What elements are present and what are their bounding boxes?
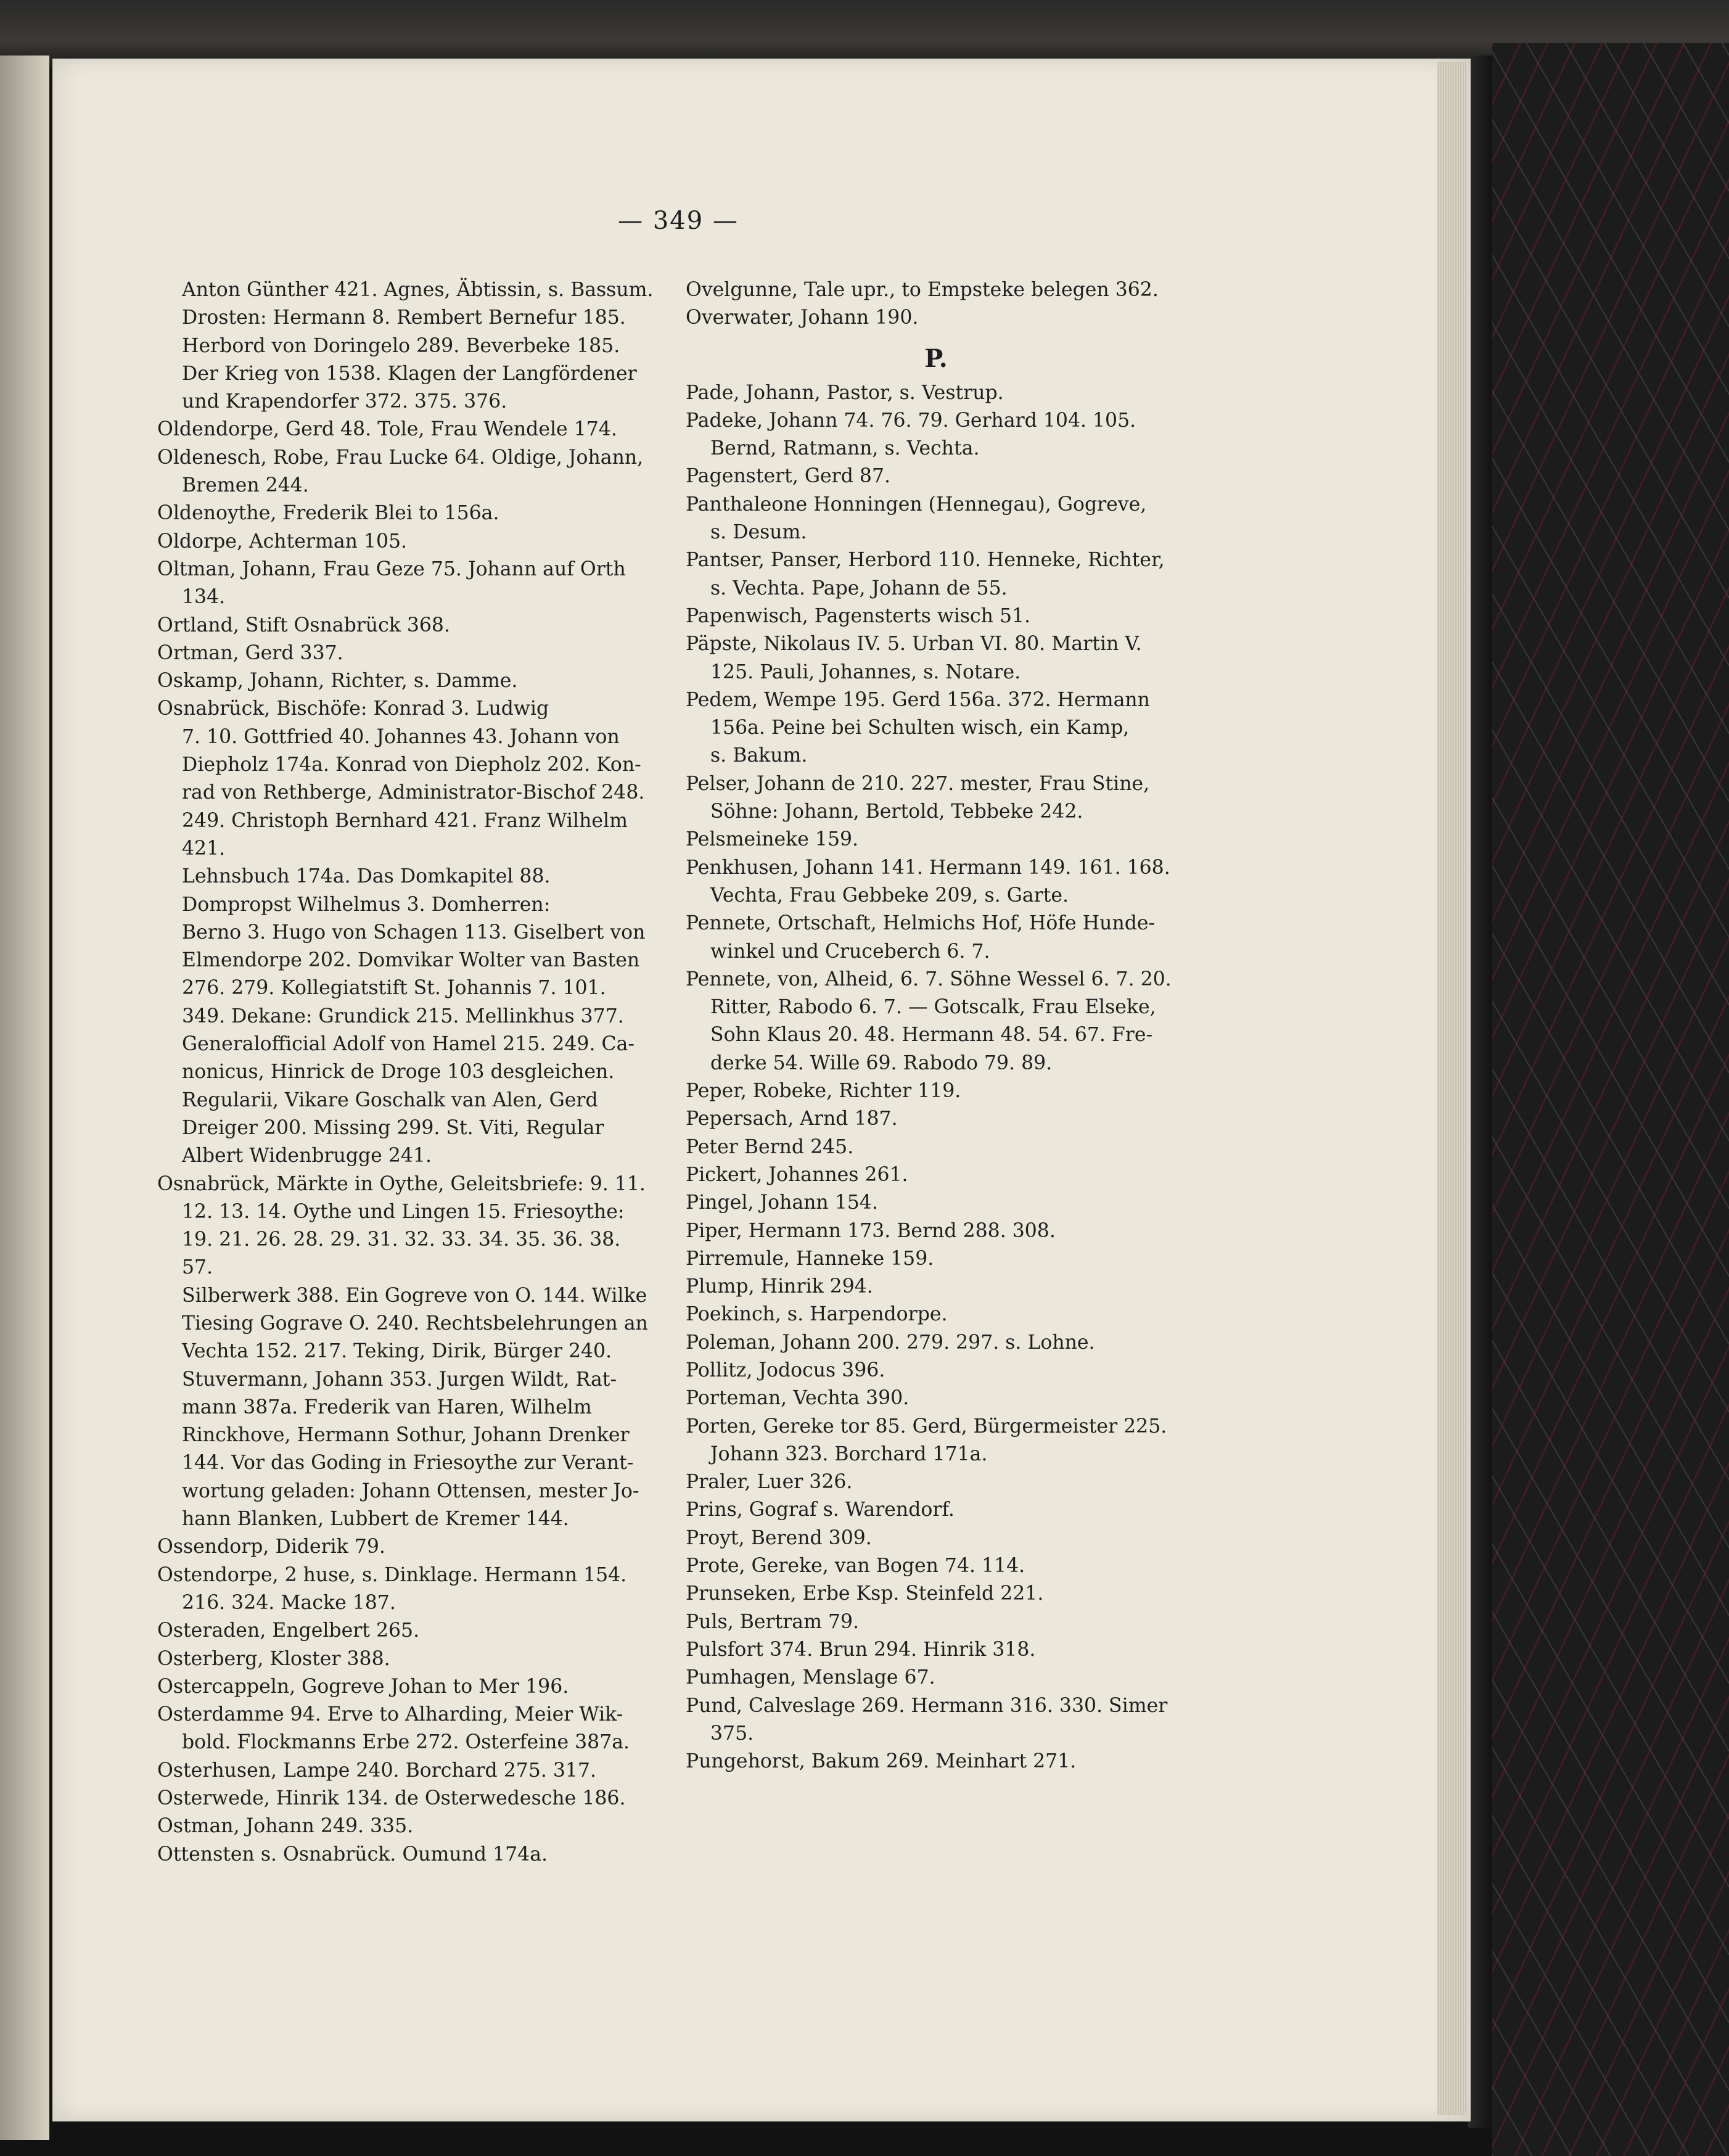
index-entry: Poleman, Johann 200. 279. 297. s. Lohne.	[686, 1331, 1095, 1354]
index-entry: Panthaleone Honningen (Hennegau), Gogreve, s. Desum.	[686, 493, 1147, 544]
section-letter-heading: P.	[924, 344, 948, 373]
index-entry: Pumhagen, Menslage 67.	[686, 1666, 935, 1689]
index-entry: Plump, Hinrik 294.	[686, 1275, 873, 1298]
index-entry: Pickert, Johannes 261.	[686, 1163, 908, 1186]
index-entry: Pulsfort 374. Brun 294. Hinrik 318.	[686, 1638, 1036, 1661]
index-entry: Osnabrück, Märkte in Oythe, Geleitsbriefe: 9. 11. 12. 13. 14. Oythe und Lingen 15. Friesoythe: 19. 21. 26. 28. 29. 31. 32. 33. 34. 35. 36. 38. 57. Silberwerk 388. Ein Gogreve von O. 144. Wilke Tiesing Gograve O. 240. Rechtsbelehrungen an Vechta 152. 217. Teking, Dirik, Bürger 240. Stuvermann, Johann 353. Jurgen Wildt, Rat- mann 387a. Frederik van Haren, Wilhelm Rinckhove, Hermann Sothur, Johann Drenker 144. Vor das Goding in Friesoythe zur Verant- wortung geladen: Johann Ottensen, mester Jo- hann Blanken, Lubbert de Kremer 144.	[157, 1172, 648, 1531]
index-entry: Osterwede, Hinrik 134. de Osterwedesche 186.	[157, 1787, 626, 1810]
index-entry: Padeke, Johann 74. 76. 79. Gerhard 104. 105. Bernd, Ratmann, s. Vechta.	[686, 409, 1136, 460]
index-entry: Osterhusen, Lampe 240. Borchard 275. 317.	[157, 1759, 596, 1782]
index-entry: Pedem, Wempe 195. Gerd 156a. 372. Hermann 156a. Peine bei Schulten wisch, ein Kamp, s. Bakum.	[686, 688, 1150, 767]
index-entry: Pingel, Johann 154.	[686, 1191, 878, 1214]
index-entry: Oltman, Johann, Frau Geze 75. Johann auf Orth 134.	[157, 558, 626, 609]
index-entry: Porteman, Vechta 390.	[686, 1387, 910, 1410]
index-entry: Ortman, Gerd 337.	[157, 641, 343, 664]
index-entry: Osterdamme 94. Erve to Alharding, Meier Wik- bold. Flockmanns Erbe 272. Osterfeine 387a.	[157, 1703, 630, 1754]
index-entry: Ossendorp, Diderik 79.	[157, 1536, 385, 1558]
index-entry: Papenwisch, Pagensterts wisch 51.	[686, 604, 1031, 627]
index-entry: Pennete, Ortschaft, Helmichs Hof, Höfe Hunde- winkel und Cruceberch 6. 7.	[686, 912, 1156, 963]
index-entry: Peper, Robeke, Richter 119.	[686, 1080, 961, 1103]
index-entry: Ovelgunne, Tale upr., to Empsteke belegen 362.	[686, 279, 1159, 301]
index-entry: Ostercappeln, Gogreve Johan to Mer 196.	[157, 1675, 569, 1698]
index-entry: Proyt, Berend 309.	[686, 1526, 872, 1549]
index-entry: Porten, Gereke tor 85. Gerd, Bürgermeister 225. Johann 323. Borchard 171a.	[686, 1415, 1167, 1465]
index-entry: Poekinch, s. Harpendorpe.	[686, 1303, 948, 1326]
index-entry: Osteraden, Engelbert 265.	[157, 1619, 420, 1642]
index-entry: Osnabrück, Bischöfe: Konrad 3. Ludwig 7. 10. Gottfried 40. Johannes 43. Johann von Diepholz 174a. Konrad von Diepholz 202. Kon- rad von Rethberge, Administrator-Bischof 248. 249. Christoph Bernhard 421. Franz Wilhelm 421. Lehnsbuch 174a. Das Domkapitel 88. Dompropst Wilhelmus 3. Domherren: Berno 3. Hugo von Schagen 113. Giselbert von Elmendorpe 202. Domvikar Wolter van Basten 276. 279. Kollegiatstift St. Johannis 7. 101. 349. Dekane: Grundick 215. Mellinkhus 377. Generalofficial Adolf von Hamel 215. 249. Ca- nonicus, Hinrick de Droge 103 desgleichen. Regularii, Vikare Goschalk van Alen, Gerd Dreiger 200. Missing 299. St. Viti, Regular Albert Widenbrugge 241.	[157, 697, 646, 1167]
index-entry: Päpste, Nikolaus IV. 5. Urban VI. 80. Martin V. 125. Pauli, Johannes, s. Notare.	[686, 633, 1142, 683]
index-entry: Puls, Bertram 79.	[686, 1610, 860, 1633]
index-entry: Pungehorst, Bakum 269. Meinhart 271.	[686, 1750, 1077, 1773]
cover-edge	[1468, 56, 1492, 2128]
index-entry: Peter Bernd 245.	[686, 1135, 854, 1158]
facing-page-edge	[0, 56, 49, 2140]
index-entry: Oldendorpe, Gerd 48. Tole, Frau Wendele 174.	[157, 418, 617, 441]
index-entry: Oldorpe, Achterman 105.	[157, 530, 408, 553]
index-entry: Oskamp, Johann, Richter, s. Damme.	[157, 670, 518, 693]
index-entry: Oldenesch, Robe, Frau Lucke 64. Oldige, Johann, Bremen 244.	[157, 446, 644, 497]
page-number: — 349 —	[618, 207, 739, 235]
index-entry: Oldenoythe, Frederik Blei to 156a.	[157, 502, 499, 525]
index-entry: Pirremule, Hanneke 159.	[686, 1247, 934, 1270]
index-entry: Pantser, Panser, Herbord 110. Henneke, Richter, s. Vechta. Pape, Johann de 55.	[686, 549, 1165, 599]
index-entry: Anton Günther 421. Agnes, Äbtissin, s. Bassum. Drosten: Hermann 8. Rembert Bernefur 185. Herbord von Doringelo 289. Beverbeke 185. Der Krieg von 1538. Klagen der Langfördener und Krapendorfer 372. 375. 376.	[182, 279, 654, 413]
index-entry: Pelsmeineke 159.	[686, 828, 859, 851]
marbled-cover	[1492, 43, 1729, 2156]
index-entry: Ostendorpe, 2 huse, s. Dinklage. Hermann 154. 216. 324. Macke 187.	[157, 1563, 627, 1614]
index-entry: Pelser, Johann de 210. 227. mester, Frau Stine, Söhne: Johann, Bertold, Tebbeke 242.	[686, 772, 1150, 823]
page-stack-edge	[1437, 62, 1468, 2115]
index-entry: Pade, Johann, Pastor, s. Vestrup.	[686, 381, 1004, 404]
index-entry: Pagenstert, Gerd 87.	[686, 465, 890, 488]
index-entry: Prunseken, Erbe Ksp. Steinfeld 221.	[686, 1582, 1044, 1605]
index-entry: Overwater, Johann 190.	[686, 307, 919, 329]
index-entry: Pennete, von, Alheid, 6. 7. Söhne Wessel 6. 7. 20. Ritter, Rabodo 6. 7. — Gotscalk, Frau Elseke, Sohn Klaus 20. 48. Hermann 48. 54. 67. Fre- derke 54. Wille 69. Rabodo 79. 89.	[686, 968, 1172, 1074]
index-entry: Pollitz, Jodocus 396.	[686, 1359, 885, 1381]
index-entry: Penkhusen, Johann 141. Hermann 149. 161. 168. Vechta, Frau Gebbeke 209, s. Garte.	[686, 856, 1170, 907]
index-entry: Piper, Hermann 173. Bernd 288. 308.	[686, 1219, 1056, 1242]
index-column-left	[157, 276, 654, 1869]
index-entry: Ortland, Stift Osnabrück 368.	[157, 614, 450, 636]
index-entry: Osterberg, Kloster 388.	[157, 1647, 390, 1670]
index-entry: Ottensten s. Osnabrück. Oumund 174a.	[157, 1843, 548, 1866]
index-column-right	[686, 276, 1186, 1775]
index-entry: Pepersach, Arnd 187.	[686, 1108, 898, 1130]
index-entry: Prins, Gograf s. Warendorf.	[686, 1499, 955, 1521]
index-entry: Ostman, Johann 249. 335.	[157, 1815, 414, 1838]
index-entry: Prote, Gereke, van Bogen 74. 114.	[686, 1555, 1025, 1578]
index-entry: Praler, Luer 326.	[686, 1471, 853, 1494]
index-entry: Pund, Calveslage 269. Hermann 316. 330. Simer 375.	[686, 1694, 1168, 1745]
